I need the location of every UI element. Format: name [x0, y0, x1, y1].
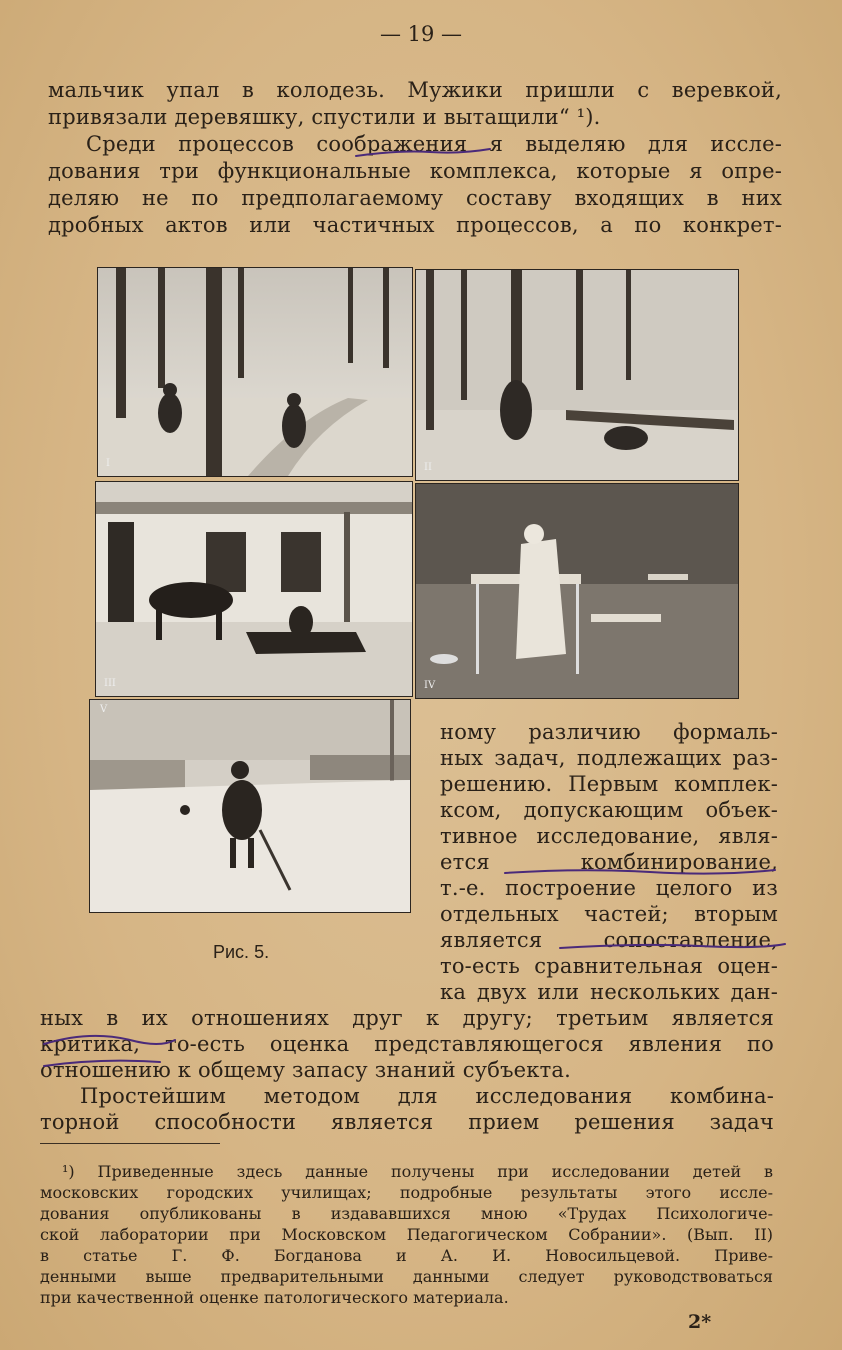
- body-line: деляю не по предполагаемому составу входящих в них: [48, 186, 782, 210]
- body-line: то-есть сравнительная оцен-: [440, 954, 778, 978]
- body-line: критика, то-есть оценка представляющегося явления по: [40, 1032, 774, 1056]
- body-line: решению. Первым комплек-: [440, 772, 778, 796]
- body-line: ных задач, подлежащих раз-: [440, 746, 778, 770]
- footnote-line: дования опубликованы в издававшихся мною «Трудах Психологиче-: [40, 1204, 773, 1223]
- panel-label: I: [106, 458, 110, 469]
- body-line: дробных актов или частичных процессов, а по конкрет-: [48, 213, 782, 237]
- body-line: мальчик упал в колодезь. Мужики пришли с веревкой,: [48, 78, 782, 102]
- figure-panel-5: [90, 700, 410, 912]
- body-line: ется комбинирование,: [440, 850, 778, 874]
- footnote-line: при качественной оценке патологического материала.: [40, 1288, 509, 1307]
- body-line: торной способности является прием решения задач: [40, 1110, 774, 1134]
- body-line: т.-е. построение целого из: [440, 876, 778, 900]
- body-line: Среди процессов соображения я выделяю для иссле-: [86, 132, 782, 156]
- figure-caption: Рис. 5.: [213, 942, 270, 962]
- panel-label: II: [424, 462, 432, 473]
- figure-panel-4: [416, 484, 738, 698]
- body-line: ка двух или нескольких дан-: [440, 980, 778, 1004]
- body-line: ных в их отношениях друг к другу; третьим является: [40, 1006, 774, 1030]
- footnote-line: ской лаборатории при Московском Педагогическом Собрании». (Вып. II): [40, 1225, 773, 1244]
- body-line: отношению к общему запасу знаний субъекта.: [40, 1058, 572, 1082]
- footnote-rule: [40, 1143, 220, 1144]
- figure-panel-3: [96, 482, 412, 696]
- body-line: ксом, допускающим объек-: [440, 798, 778, 822]
- body-line: является сопоставление,: [440, 928, 778, 952]
- figure-panel-2: [416, 270, 738, 480]
- body-line: ному различию формаль-: [440, 720, 778, 744]
- footnote-line: в статье Г. Ф. Богданова и А. И. Новосильцевой. Приве-: [40, 1246, 773, 1265]
- footnote-line: московских городских училищах; подробные результаты этого иссле-: [40, 1183, 773, 1202]
- page-number: — 19 —: [379, 22, 463, 46]
- panel-label: V: [100, 704, 108, 715]
- panel-label: IV: [424, 680, 436, 691]
- body-line: отдельных частей; вторым: [440, 902, 778, 926]
- footnote-line: ¹) Приведенные здесь данные получены при исследовании детей в: [62, 1162, 773, 1181]
- panel-label: III: [104, 678, 116, 689]
- body-line: тивное исследование, явля-: [440, 824, 778, 848]
- signature-mark: 2*: [688, 1311, 712, 1333]
- figure-panel-1: [98, 268, 412, 476]
- footnote-line: денными выше предварительными данными следует руководствоваться: [40, 1267, 773, 1286]
- body-line: привязали деревяшку, спустили и вытащили“ ¹).: [48, 105, 601, 129]
- body-line: Простейшим методом для исследования комбина-: [80, 1084, 774, 1108]
- body-line: дования три функциональные комплекса, которые я опре-: [48, 159, 782, 183]
